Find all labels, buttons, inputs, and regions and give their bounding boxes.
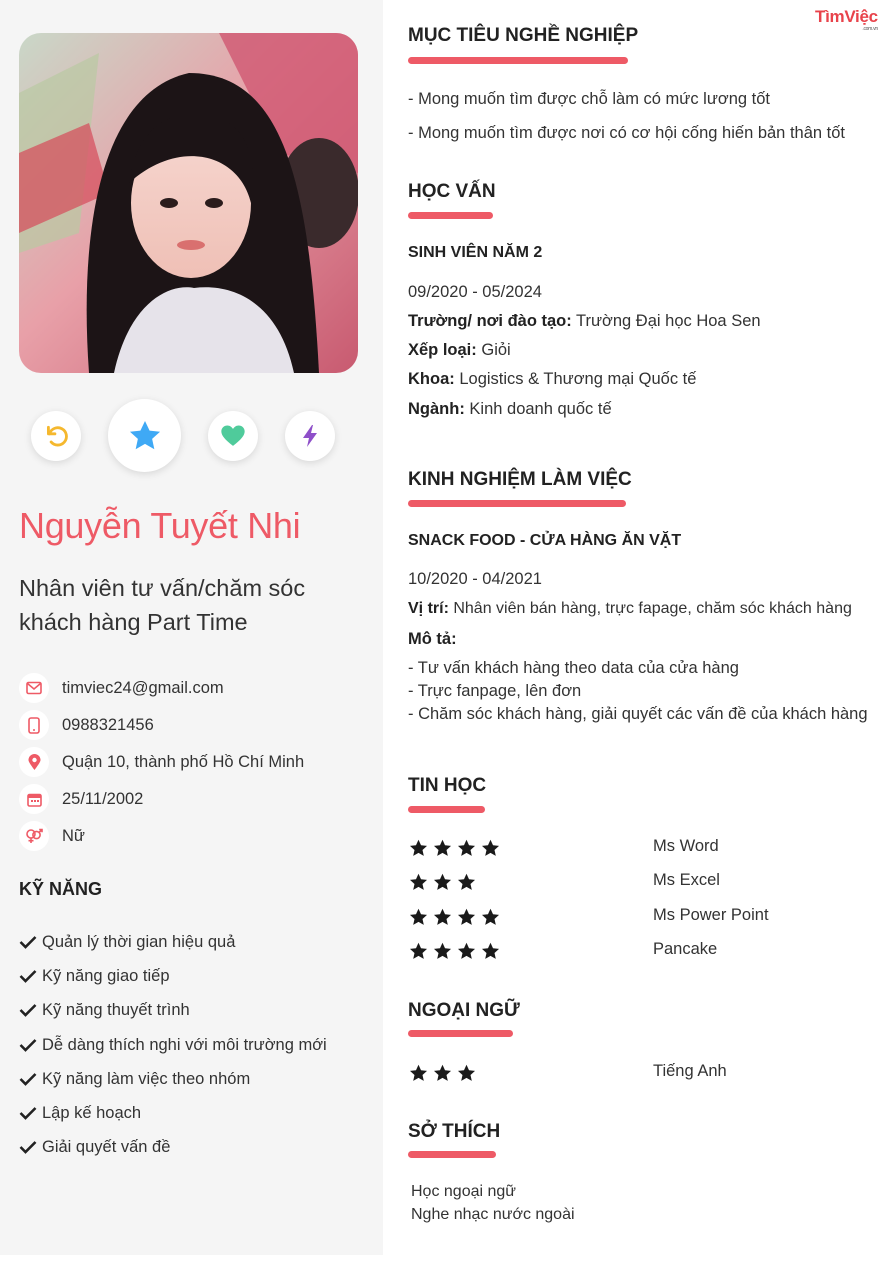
heart-icon: [219, 422, 247, 450]
experience-position: [408, 600, 852, 618]
skill-item-label: Kỹ năng thuyết trình: [42, 1000, 190, 1019]
it-underline: [408, 806, 485, 813]
hobby-item: Học ngoại ngữ: [411, 1183, 516, 1200]
boost-button[interactable]: [285, 411, 335, 461]
objective-line: - Mong muốn tìm được chỗ làm có mức lương tốt: [408, 90, 770, 108]
skill-item: [19, 931, 235, 953]
languages-heading: NGOẠI NGỮ: [408, 1000, 520, 1021]
objective-line: - Mong muốn tìm được nơi có cơ hội cống hiến bản thân tốt: [408, 124, 845, 142]
star-icon: [432, 907, 453, 927]
education-faculty-value: Logistics & Thương mại Quốc tế: [459, 370, 697, 388]
it-heading: TIN HỌC: [408, 775, 487, 796]
experience-position-label: Vị trí:: [408, 600, 449, 617]
checkmark-icon: [19, 1038, 37, 1052]
skill-item-label: Kỹ năng làm việc theo nhóm: [42, 1069, 251, 1088]
skills-heading: KỸ NĂNG: [19, 879, 103, 899]
experience-company: SNACK FOOD - CỬA HÀNG ĂN VẶT: [408, 532, 682, 549]
main-content: [383, 0, 893, 1263]
education-heading: HỌC VẤN: [408, 181, 496, 202]
profile-photo: [19, 33, 358, 373]
experience-desc-label: Mô tả:: [408, 630, 457, 648]
it-skill-name: Ms Word: [653, 837, 719, 855]
like-button[interactable]: [208, 411, 258, 461]
undo-icon: [43, 423, 69, 449]
education-major-label: Ngành:: [408, 400, 465, 418]
star-icon: [480, 838, 501, 858]
education-school-value: Trường Đại học Hoa Sen: [576, 312, 761, 330]
education-rank-value: Giỏi: [481, 341, 511, 359]
skill-item-label: Giải quyết vấn đề: [42, 1137, 171, 1156]
checkmark-icon: [19, 1106, 37, 1120]
skill-item: [19, 1034, 327, 1056]
contact-birthday: [19, 784, 369, 814]
it-skill-rating: [408, 872, 480, 892]
star-icon: [408, 872, 429, 892]
star-icon: [408, 1063, 429, 1083]
education-school-label: Trường/ nơi đào tạo:: [408, 312, 572, 330]
contact-gender-text: Nữ: [62, 826, 85, 845]
skill-item: [19, 1102, 141, 1124]
timviec-logo: [815, 7, 878, 32]
experience-desc-line: - Tư vấn khách hàng theo data của cửa hàng: [408, 659, 739, 677]
language-rating: [408, 1063, 480, 1083]
it-skill-rating: [408, 838, 504, 858]
contact-email: [19, 673, 369, 703]
education-title: SINH VIÊN NĂM 2: [408, 244, 543, 261]
checkmark-icon: [19, 969, 37, 983]
contact-gender: [19, 821, 369, 851]
experience-desc-line: - Trực fanpage, lên đơn: [408, 682, 582, 700]
hobbies-heading: SỞ THÍCH: [408, 1121, 501, 1142]
skill-item-label: Dễ dàng thích nghi với môi trường mới: [42, 1035, 327, 1054]
experience-underline: [408, 500, 626, 507]
education-rank: [408, 341, 511, 360]
contact-address-text: Quận 10, thành phố Hồ Chí Minh: [62, 752, 305, 771]
star-icon: [456, 1063, 477, 1083]
language-name: Tiếng Anh: [653, 1062, 727, 1080]
education-faculty-label: Khoa:: [408, 370, 455, 388]
contact-birthday-text: 25/11/2002: [62, 789, 144, 808]
education-major: [408, 400, 612, 419]
star-icon: [456, 872, 477, 892]
it-skill-rating: [408, 907, 504, 927]
education-faculty: [408, 370, 696, 389]
left-sidebar: [0, 0, 383, 1255]
it-skill-name: Ms Power Point: [653, 905, 769, 924]
contact-email-text: timviec24@gmail.com: [62, 678, 224, 697]
calendar-icon: [19, 784, 49, 814]
star-icon: [408, 907, 429, 927]
checkmark-icon: [19, 1072, 37, 1086]
contact-phone: [19, 710, 369, 740]
hobbies-underline: [408, 1151, 496, 1158]
logo-domain: .com.vn: [862, 26, 878, 32]
star-icon: [456, 941, 477, 961]
education-underline: [408, 212, 493, 219]
star-icon: [432, 872, 453, 892]
candidate-name: Nguyễn Tuyết Nhi: [19, 505, 301, 546]
phone-icon: [19, 710, 49, 740]
experience-desc-line: - Chăm sóc khách hàng, giải quyết các vấn đề của khách hàng: [408, 705, 868, 723]
objective-underline: [408, 57, 628, 64]
objective-heading: MỤC TIÊU NGHỀ NGHIỆP: [408, 25, 639, 46]
education-period: 09/2020 - 05/2024: [408, 283, 542, 301]
star-icon: [126, 417, 164, 455]
envelope-icon: [19, 673, 49, 703]
skill-item: [19, 1068, 250, 1090]
skill-item: [19, 1136, 170, 1158]
education-major-value: Kinh doanh quốc tế: [469, 400, 612, 418]
contact-phone-text: 0988321456: [62, 715, 154, 734]
star-icon: [432, 941, 453, 961]
it-skill-name: Ms Excel: [653, 871, 720, 890]
star-icon: [480, 941, 501, 961]
experience-position-value: Nhân viên bán hàng, trực fapage, chăm sóc khách hàng: [453, 600, 852, 617]
lightning-icon: [298, 423, 322, 449]
education-rank-label: Xếp loại:: [408, 341, 477, 359]
star-icon: [480, 907, 501, 927]
job-title: Nhân viên tư vấn/chăm sóc khách hàng Part Time: [19, 575, 306, 635]
star-icon: [408, 941, 429, 961]
undo-button[interactable]: [31, 411, 81, 461]
hobby-item: Nghe nhạc nước ngoài: [411, 1206, 575, 1223]
star-icon: [456, 838, 477, 858]
skill-item-label: Kỹ năng giao tiếp: [42, 966, 170, 985]
logo-text: TìmViệc: [815, 7, 878, 26]
star-icon: [432, 838, 453, 858]
experience-period: 10/2020 - 04/2021: [408, 570, 542, 588]
star-icon: [432, 1063, 453, 1083]
star-button[interactable]: [108, 399, 181, 472]
it-skill-rating: [408, 941, 504, 961]
gender-icon: [19, 821, 49, 851]
star-icon: [408, 838, 429, 858]
checkmark-icon: [19, 1140, 37, 1154]
contact-address: [19, 747, 369, 777]
checkmark-icon: [19, 935, 37, 949]
experience-heading: KINH NGHIỆM LÀM VIỆC: [408, 469, 632, 490]
skill-item-label: Lập kế hoạch: [42, 1103, 142, 1122]
skill-item: [19, 999, 190, 1021]
skill-item: [19, 965, 170, 987]
it-skill-name: Pancake: [653, 939, 718, 958]
skill-item-label: Quản lý thời gian hiệu quả: [42, 932, 236, 951]
languages-underline: [408, 1030, 513, 1037]
education-school: [408, 312, 761, 331]
location-pin-icon: [19, 747, 49, 777]
checkmark-icon: [19, 1003, 37, 1017]
star-icon: [456, 907, 477, 927]
